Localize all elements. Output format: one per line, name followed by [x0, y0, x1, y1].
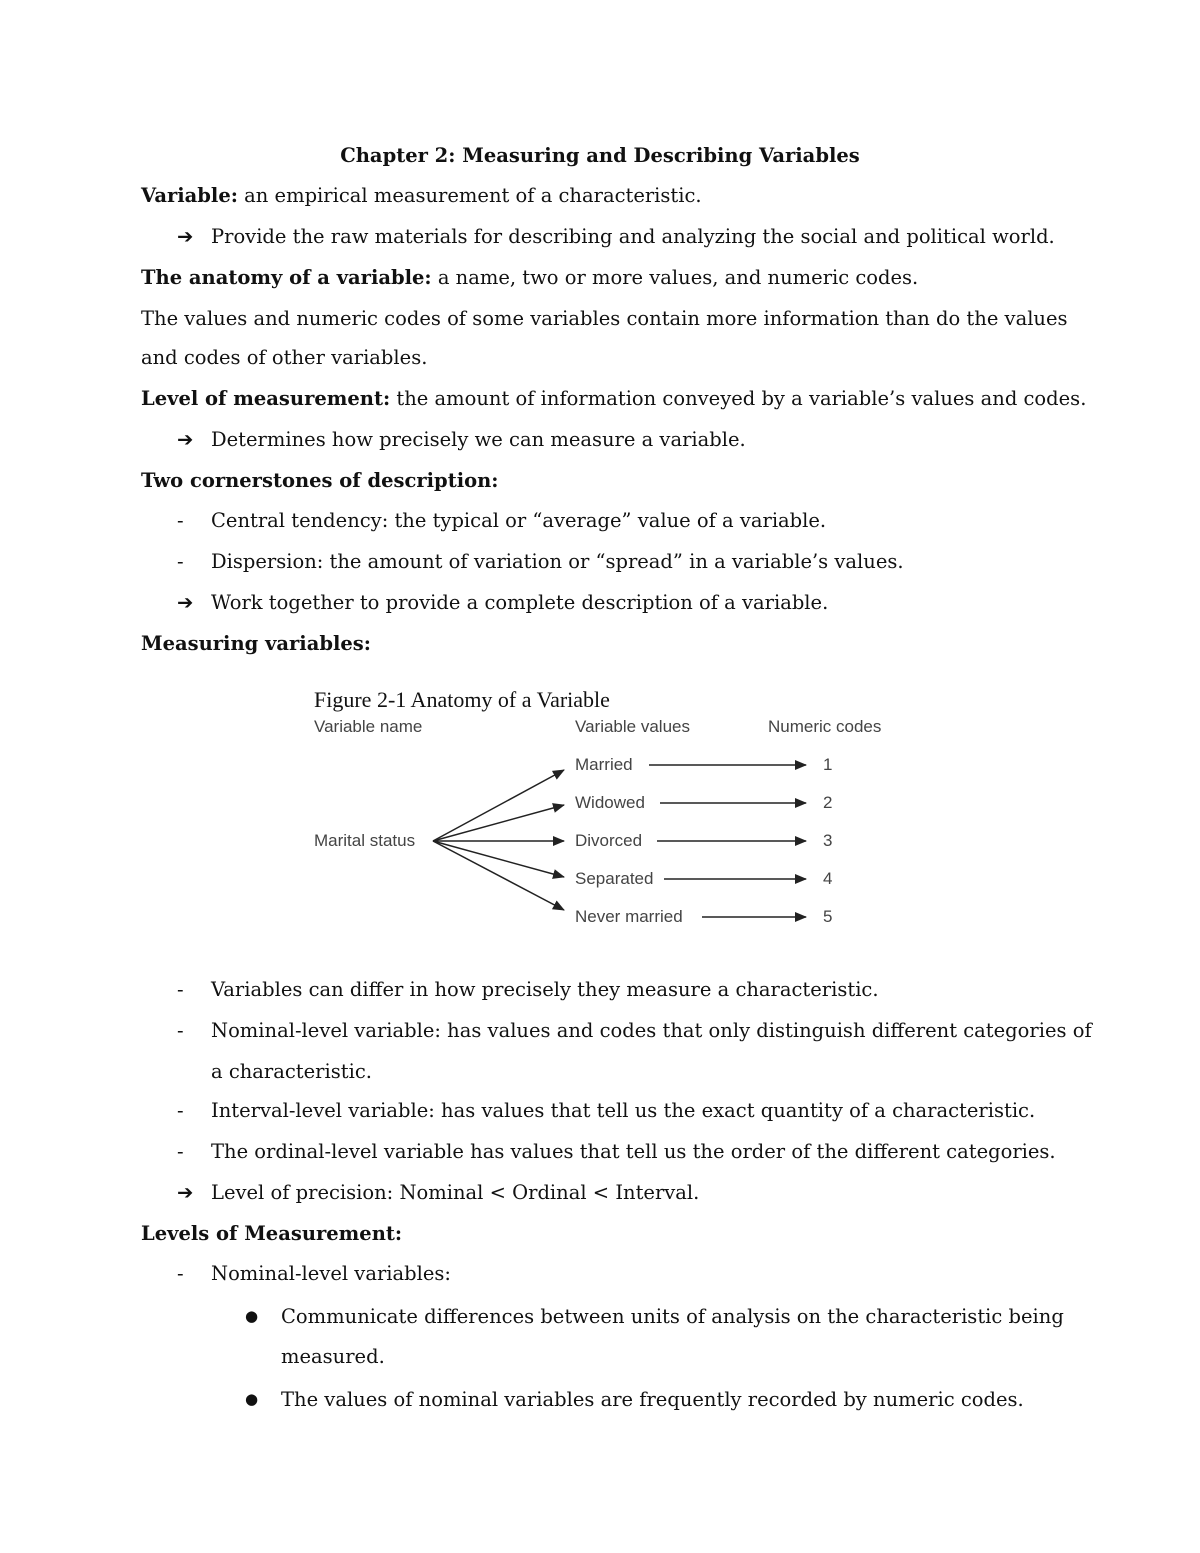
dash-marker: - [177, 978, 184, 1001]
bullet-icon: ● [245, 1307, 259, 1325]
dash-item [177, 1099, 1035, 1123]
item-text: Nominal-level variable: has values and codes that only distinguish different categories of [211, 1019, 1092, 1042]
dash-marker: - [177, 1019, 184, 1042]
item-text: The values of nominal variables are frequently recorded by numeric codes. [281, 1388, 1024, 1411]
item-continuation: a characteristic. [211, 1060, 372, 1083]
bullet-icon: ● [245, 1390, 259, 1408]
arrow-point [177, 591, 828, 615]
dash-item [177, 509, 826, 533]
arrow-icon: ➔ [177, 428, 194, 451]
term-level: Level of measurement: [141, 387, 391, 410]
heading-text: Levels of Measurement: [141, 1222, 403, 1245]
arrow-point [177, 428, 746, 452]
column-header-name: Variable name [314, 717, 423, 736]
heading-text: Measuring variables: [141, 632, 371, 655]
code-label: 4 [823, 869, 833, 888]
code-label: 3 [823, 831, 833, 850]
branch-arrow [433, 841, 564, 910]
definition-text: a name, two or more values, and numeric codes. [431, 266, 919, 289]
page-title: Chapter 2: Measuring and Describing Variables [340, 144, 860, 167]
dash-marker: - [177, 1140, 184, 1163]
definition-text: the amount of information conveyed by a variable’s values and codes. [390, 387, 1087, 410]
value-label: Divorced [575, 831, 643, 850]
level-definition [141, 387, 1086, 411]
term-anatomy: The anatomy of a variable: [141, 266, 432, 289]
arrow-text: Provide the raw materials for describing and analyzing the social and political world. [211, 225, 1055, 248]
arrow-text: Work together to provide a complete description of a variable. [211, 591, 829, 614]
dash-item [177, 978, 879, 1002]
arrow-icon: ➔ [177, 1181, 194, 1204]
paragraph-line: The values and numeric codes of some variables contain more information than do the values [141, 307, 1068, 330]
dash-marker: - [177, 1099, 184, 1122]
arrow-point [177, 1181, 699, 1205]
code-label: 1 [823, 755, 833, 774]
dash-marker: - [177, 550, 184, 573]
arrow-point [177, 225, 1055, 249]
item-text: Central tendency: the typical or “average” value of a variable. [211, 509, 827, 532]
value-label: Widowed [575, 793, 645, 812]
anatomy-definition [141, 266, 918, 290]
branch-arrow [433, 841, 564, 877]
value-label: Married [575, 755, 633, 774]
dash-marker: - [177, 509, 184, 532]
value-label: Never married [575, 907, 683, 926]
item-text: Interval-level variable: has values that tell us the exact quantity of a characteristic. [211, 1099, 1036, 1122]
item-text: The ordinal-level variable has values that tell us the order of the different categories. [211, 1140, 1056, 1163]
section-heading [141, 632, 371, 656]
branch-arrow [433, 805, 564, 841]
section-heading [141, 469, 499, 493]
term-variable: Variable: [141, 184, 238, 207]
dash-marker: - [177, 1262, 184, 1285]
code-label: 2 [823, 793, 833, 812]
figure-anatomy-of-variable [300, 685, 920, 935]
arrow-icon: ➔ [177, 591, 194, 614]
arrow-icon: ➔ [177, 225, 194, 248]
paragraph-line: and codes of other variables. [141, 346, 428, 369]
arrow-text: Determines how precisely we can measure a variable. [211, 428, 746, 451]
column-header-codes: Numeric codes [768, 717, 882, 736]
arrow-text: Level of precision: Nominal < Ordinal < Interval. [211, 1181, 700, 1204]
dash-item [177, 1262, 451, 1286]
item-text: Communicate differences between units of analysis on the characteristic being [281, 1305, 1064, 1328]
dash-item [177, 550, 904, 574]
figure-title: Figure 2-1 Anatomy of a Variable [314, 687, 610, 712]
code-label: 5 [823, 907, 833, 926]
variable-definition [141, 184, 702, 208]
definition-text: an empirical measurement of a characteristic. [237, 184, 702, 207]
section-heading [141, 1222, 402, 1246]
bullet-item [245, 1387, 1024, 1412]
item-continuation: measured. [281, 1345, 385, 1368]
item-text: Variables can differ in how precisely they measure a characteristic. [211, 978, 879, 1001]
variable-name-label: Marital status [314, 831, 416, 850]
heading-text: Two cornerstones of description: [141, 469, 499, 492]
item-text: Dispersion: the amount of variation or “spread” in a variable’s values. [211, 550, 904, 573]
bullet-item [245, 1304, 1064, 1329]
value-label: Separated [575, 869, 654, 888]
column-header-values: Variable values [575, 717, 690, 736]
item-text: Nominal-level variables: [211, 1262, 451, 1285]
dash-item [177, 1140, 1056, 1164]
dash-item [177, 1019, 1092, 1043]
branch-arrow [433, 770, 564, 841]
